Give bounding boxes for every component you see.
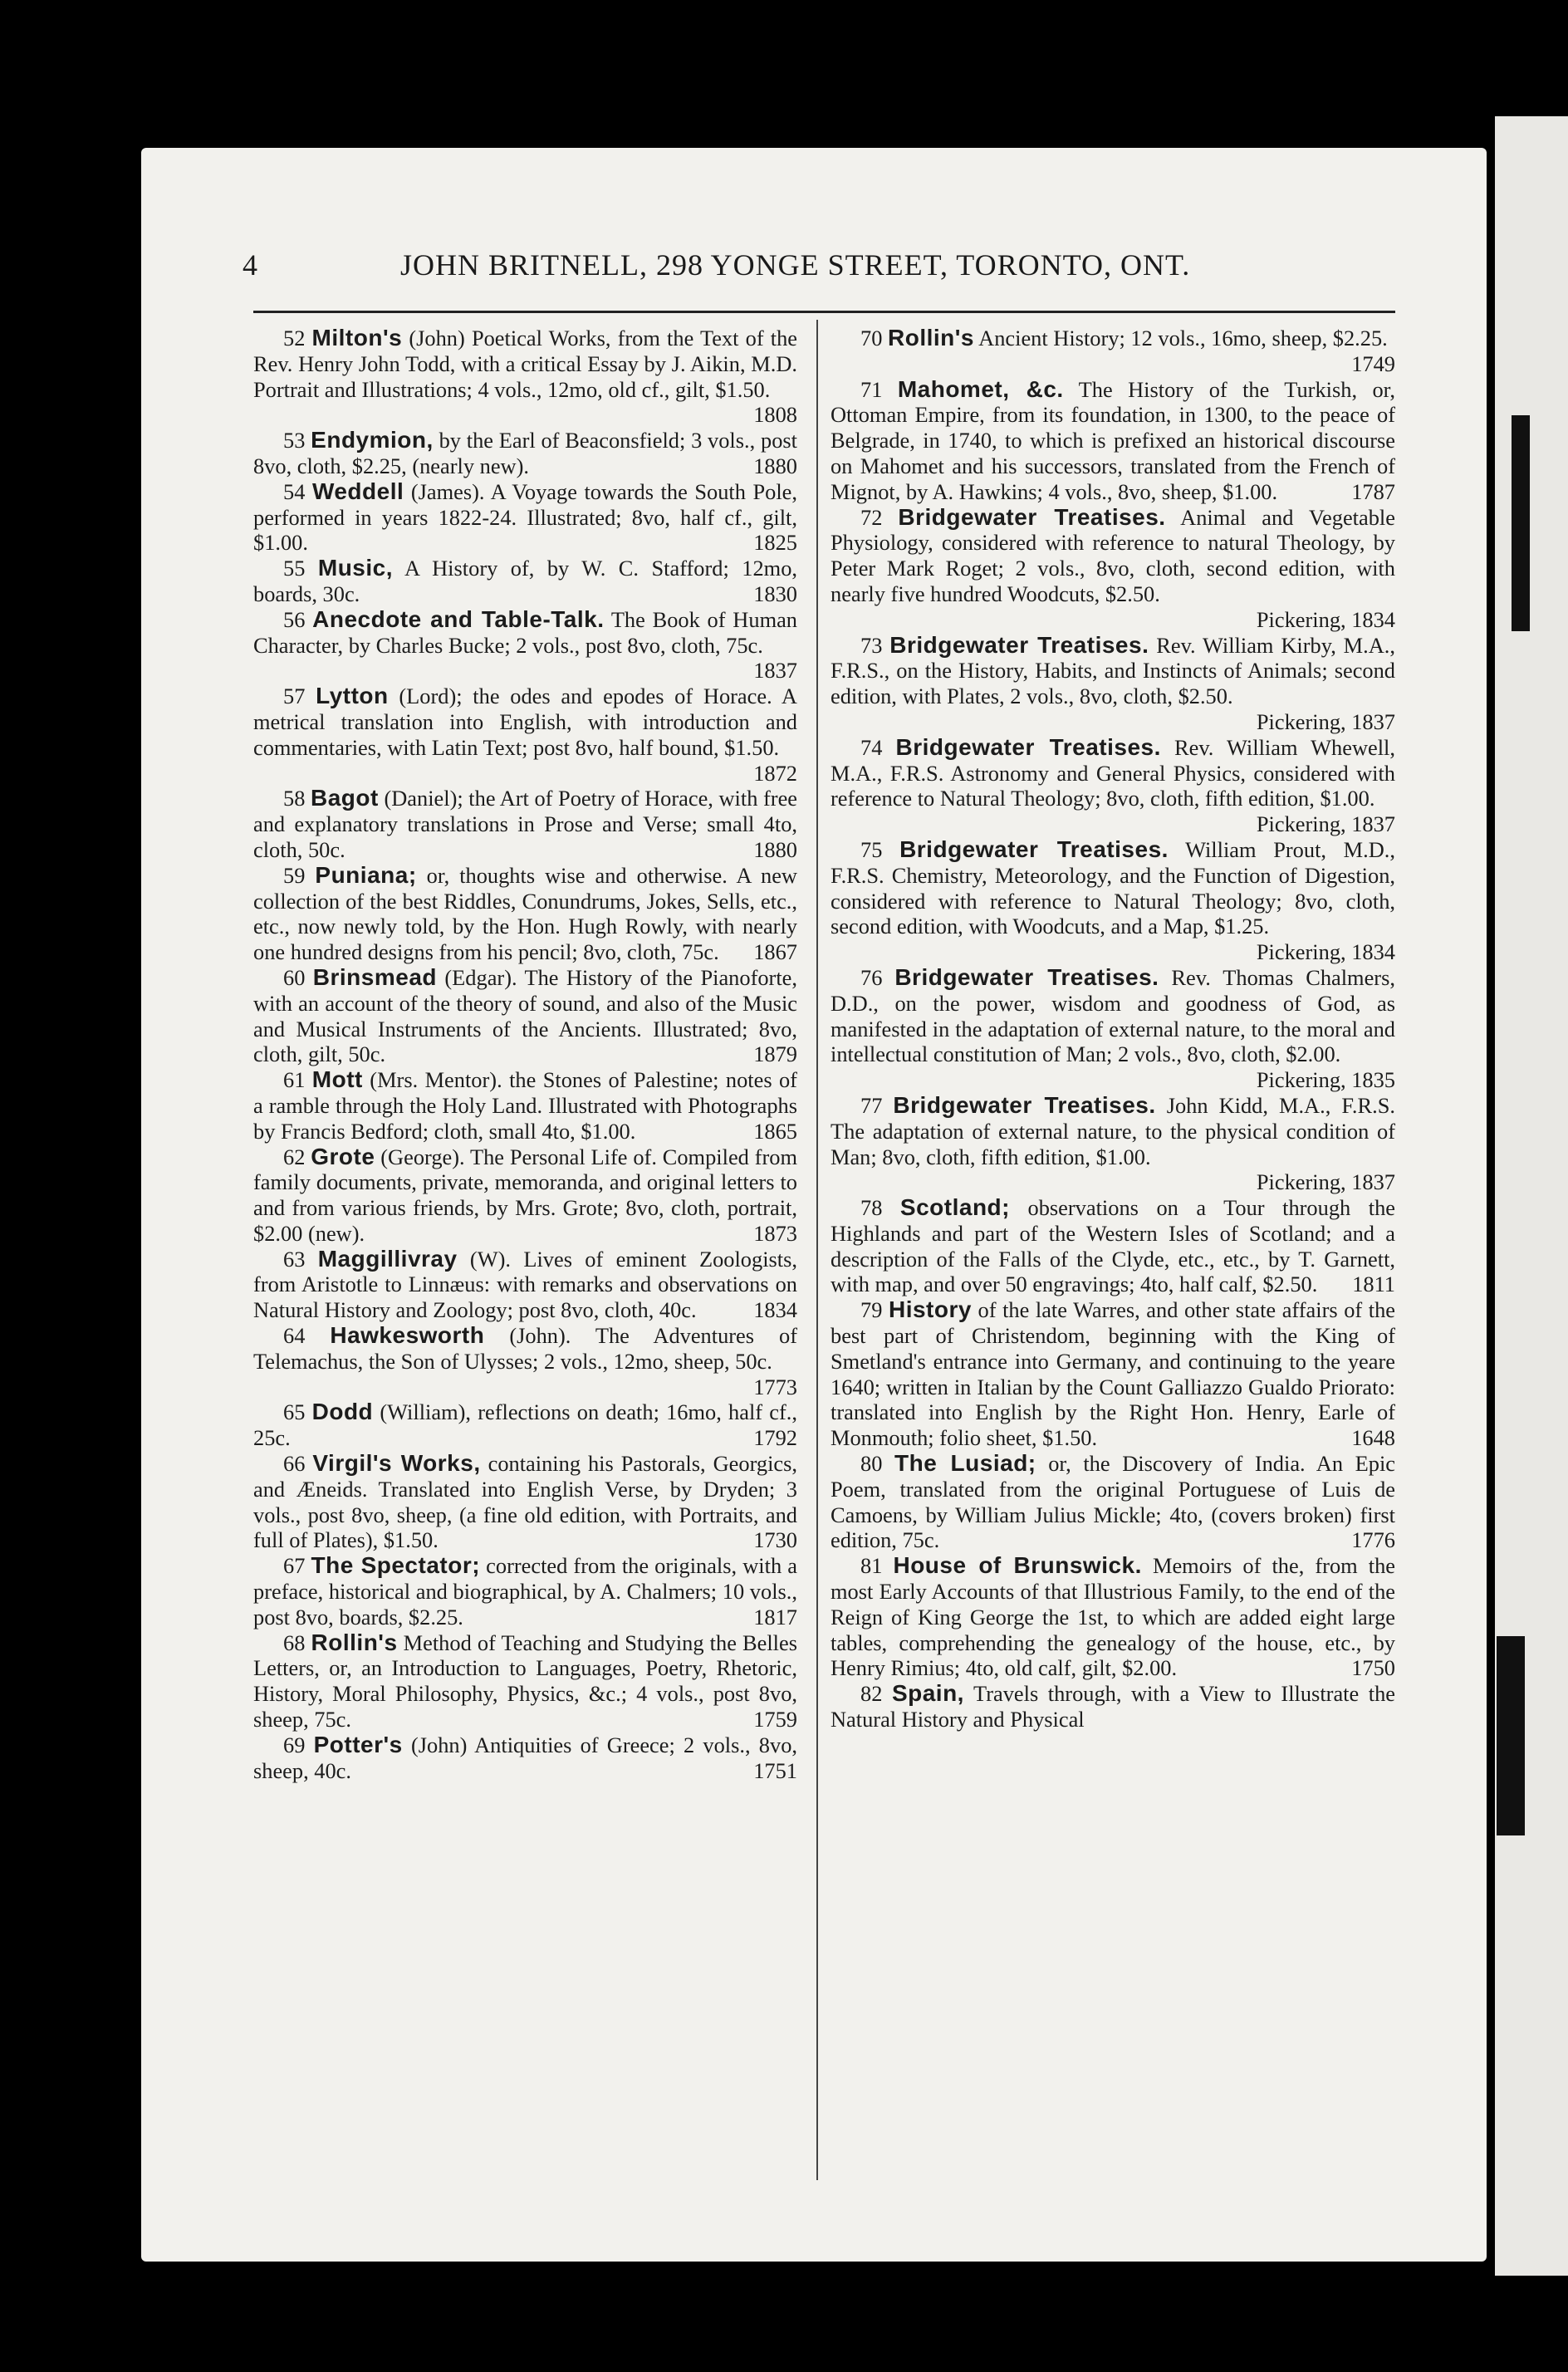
entry-title: Bridgewater Treatises. [889, 631, 1149, 658]
catalogue-entry [253, 428, 797, 479]
entry-number: 74 [860, 734, 883, 760]
entry-number: 72 [860, 504, 883, 530]
catalogue-entry [831, 1451, 1395, 1553]
entry-year: Pickering, 1837 [1256, 708, 1395, 734]
entry-year: 1749 [1351, 350, 1395, 376]
entry-title: The Lusiad; [894, 1450, 1036, 1477]
entry-number: 55 [283, 556, 306, 581]
catalogue-entry [831, 633, 1395, 735]
entry-number: 61 [283, 1067, 306, 1093]
entry-number: 78 [860, 1195, 883, 1221]
entry-number: 71 [860, 376, 883, 402]
catalogue-entry [831, 735, 1395, 837]
entry-description: Rev. Thomas Chalmers, D.D., on the power, wisdom and goodness of God, as manifested in the adaptation of external nature, to the moral and intellectual constitution of Man; 2 vols., 8vo, cloth, $2.00. [831, 964, 1395, 1067]
entry-year: 1825 [753, 530, 797, 556]
entry-year: 1751 [753, 1757, 797, 1783]
entry-title: Lytton [316, 683, 389, 709]
catalogue-entry [253, 863, 797, 965]
entry-number: 77 [860, 1092, 883, 1118]
entry-number: 67 [283, 1553, 306, 1579]
entry-description: or, thoughts wise and otherwise. A new collection of the best Riddles, Conundrums, Jokes, Sells, etc., etc., now newly told, by the Hon. Hugh Rowly, with nearly one hundred designs from his pencil; 8vo, cloth, 75c. [253, 862, 797, 965]
entry-number: 60 [283, 964, 306, 990]
entry-number: 82 [860, 1681, 883, 1707]
right-column [831, 326, 1395, 1732]
entry-description: Memoirs of the, from the most Early Accounts of that Illustrious Family, to the end of the Reign of King George the 1st, to which are added eight large tables, comprehending the genealogy of the house, etc., by Henry Rimius; 4to, old calf, gilt, $2.00. [831, 1553, 1395, 1681]
entry-description: (John). The Adventures of Telemachus, the Son of Ulysses; 2 vols., 12mo, sheep, 50c. [253, 1323, 797, 1374]
entry-number: 73 [860, 632, 883, 658]
catalogue-entry [253, 326, 797, 428]
entry-description: (Daniel); the Art of Poetry of Horace, with free and explanatory translations in Prose and Verse; small 4to, cloth, 50c. [253, 786, 798, 862]
edge-tab-upper [1512, 415, 1530, 631]
entry-number: 64 [283, 1323, 306, 1349]
entry-year: 1730 [753, 1527, 797, 1553]
entry-title: Anecdote and Table-Talk. [312, 605, 605, 632]
entry-description: Rev. William Whewell, M.A., F.R.S. Astronomy and General Physics, considered with reference to Natural Theology; 8vo, cloth, fifth edition, $1.00. [831, 734, 1395, 811]
entry-number: 76 [860, 964, 883, 990]
entry-number: 80 [860, 1451, 883, 1477]
entry-year: 1834 [753, 1297, 797, 1323]
entry-year: 1750 [1351, 1655, 1395, 1681]
entry-number: 66 [283, 1451, 306, 1477]
entry-number: 79 [860, 1297, 883, 1323]
entry-title: Virgil's Works, [312, 1450, 481, 1477]
catalogue-entry [253, 1451, 797, 1553]
entry-number: 65 [283, 1399, 306, 1425]
entry-title: Potter's [313, 1731, 403, 1757]
header-rule [253, 311, 1395, 313]
entry-year: 1880 [753, 453, 797, 478]
entry-year: Pickering, 1835 [1256, 1067, 1395, 1093]
entry-description: (Edgar). The History of the Pianoforte, with an account of the theory of sound, and also of the Music and Musical Instruments of the Ancients. Illustrated; 8vo, cloth, gilt, 50c. [253, 964, 797, 1067]
page-header [243, 247, 1422, 282]
entry-description: observations on a Tour through the Highlands and part of the Western Isles of Scotland; and a description of the Falls of the Clyde, etc., etc., by T. Garnett, with map, and over 50 engravings; 4to, half calf, $2.50. [831, 1195, 1395, 1297]
catalogue-entry [831, 965, 1395, 1093]
catalogue-entry [253, 1144, 797, 1247]
catalogue-entry [253, 1732, 797, 1784]
entry-title: Endymion, [311, 427, 434, 453]
catalogue-entry [831, 1195, 1395, 1297]
entry-number: 59 [283, 862, 306, 888]
entry-year: 1830 [753, 581, 797, 606]
entry-title: Weddell [311, 478, 404, 504]
entry-year: 1811 [1352, 1272, 1395, 1297]
entry-description: corrected from the originals, with a preface, historical and biographical, by A. Chalmers; 10 vols., post 8vo, boards, $2.25. [253, 1553, 797, 1630]
entry-year: Pickering, 1837 [1256, 1169, 1395, 1195]
entry-title: History [888, 1296, 972, 1323]
entry-title: Hawkesworth [330, 1322, 485, 1349]
entry-description: John Kidd, M.A., F.R.S. The adaptation of external nature, to the physical condition of Man; 8vo, cloth, fifth edition, $1.00. [831, 1092, 1395, 1169]
entry-year: Pickering, 1834 [1256, 939, 1395, 965]
entry-year: 1873 [753, 1220, 797, 1246]
catalogue-entry [831, 326, 1395, 377]
entry-title: Bagot [311, 785, 379, 811]
catalogue-entry [253, 684, 797, 786]
catalogue-entry [253, 1399, 797, 1451]
entry-description: Method of Teaching and Studying the Belles Letters, or, an Introduction to Languages, Poetry, Rhetoric, History, Moral Philosophy, Physics, &c.; 4 vols., post 8vo, sheep, 75c. [253, 1630, 797, 1732]
entry-title: Milton's [311, 325, 403, 350]
entry-year: 1865 [753, 1118, 797, 1144]
entry-title: Spain, [891, 1680, 964, 1707]
entry-title: Music, [317, 555, 394, 581]
entry-number: 56 [283, 606, 306, 632]
entry-description: (Mrs. Mentor). the Stones of Palestine; notes of a ramble through the Holy Land. Illustrated with Photographs by Francis Bedford; cloth, small 4to, $1.00. [253, 1067, 797, 1144]
entry-year: 1808 [753, 402, 797, 428]
catalogue-entry [253, 1553, 797, 1630]
entry-year: 1817 [753, 1604, 797, 1630]
entry-number: 54 [283, 478, 306, 504]
entry-number: 58 [283, 786, 306, 811]
entry-title: Brinsmead [312, 963, 437, 990]
entry-description: by the Earl of Beaconsfield; 3 vols., post 8vo, cloth, $2.25, (nearly new). [253, 428, 797, 478]
entry-title: Puniana; [315, 861, 417, 888]
column-divider [816, 320, 818, 2180]
left-column [253, 326, 797, 1783]
entry-title: Maggillivray [317, 1245, 458, 1272]
entry-description: (George). The Personal Life of. Compiled from family documents, private, memoranda, and original letters to and from various friends, by Mrs. Grote; 8vo, cloth, portrait, $2.00 (new). [253, 1144, 797, 1246]
entry-title: Mahomet, &c. [897, 375, 1064, 402]
entry-description: Ancient History; 12 vols., 16mo, sheep, $2.25. [978, 326, 1388, 350]
page-number: 4 [243, 248, 258, 282]
entry-description: (James). A Voyage towards the South Pole, performed in years 1822-24. Illustrated; 8vo, half cf., gilt, $1.00. [253, 478, 797, 556]
entry-year: Pickering, 1837 [1256, 811, 1395, 837]
entry-year: 1759 [753, 1707, 797, 1732]
entry-year: 1776 [1351, 1527, 1395, 1553]
entry-number: 69 [283, 1732, 306, 1757]
catalogue-entry [831, 1553, 1395, 1681]
entry-description: (William), reflections on death; 16mo, half cf., 25c. [253, 1399, 797, 1451]
entry-description: Rev. William Kirby, M.A., F.R.S., on the History, Habits, and Instincts of Animals; second edition, with Plates, 2 vols., 8vo, cloth, $2.50. [831, 632, 1395, 709]
entry-number: 53 [283, 428, 306, 453]
entry-description: Animal and Vegetable Physiology, considered with reference to natural Theology, by Peter Mark Roget; 2 vols., 8vo, cloth, second edition, with nearly five hundred Woodcuts, $2.50. [831, 504, 1395, 606]
entry-year: 1880 [753, 836, 797, 862]
entry-title: Bridgewater Treatises. [893, 1091, 1156, 1118]
entry-description: or, the Discovery of India. An Epic Poem, translated from the original Portuguese of Luis de Camoens, by William Julius Mickle; 4to, (covers broken) first edition, 75c. [831, 1451, 1396, 1553]
running-head: JOHN BRITNELL, 298 YONGE STREET, TORONTO, ONT. [400, 248, 1191, 282]
entry-title: Bridgewater Treatises. [898, 503, 1166, 530]
entry-number: 81 [860, 1553, 883, 1579]
catalogue-entry [253, 1247, 797, 1323]
entry-description: (John) Poetical Works, from the Text of the Rev. Henry John Todd, with a critical Essay by J. Aikin, M.D. Portrait and Illustrations; 4 vols., 12mo, old cf., gilt, $1.50. [253, 326, 797, 402]
entry-description: The History of the Turkish, or, Ottoman Empire, from its foundation, in 1300, to the peace of Belgrade, in 1740, to which is prefixed an historical discourse on Mahomet and his successors, translated from the French of Mignot, by A. Hawkins; 4 vols., 8vo, sheep, $1.00. [831, 376, 1395, 504]
entry-number: 52 [283, 326, 306, 350]
entry-title: Grote [311, 1143, 375, 1169]
entry-description: A History of, by W. C. Stafford; 12mo, boards, 30c. [253, 556, 797, 606]
facing-page-edge [1495, 116, 1568, 2276]
entry-title: Bridgewater Treatises. [894, 963, 1159, 990]
entry-title: Mott [311, 1066, 363, 1093]
entry-year: Pickering, 1834 [1256, 606, 1395, 632]
catalogue-entry [253, 786, 797, 862]
entry-description: The Book of Human Character, by Charles Bucke; 2 vols., post 8vo, cloth, 75c. [253, 606, 797, 658]
entry-description: containing his Pastorals, Georgics, and Æneids. Translated into English Verse, by Dryden; 3 vols., post 8vo, sheep, (a fine old edition, with Portraits, and full of Plates), $1.50. [253, 1451, 797, 1553]
entry-description: (John) Antiquities of Greece; 2 vols., 8vo, sheep, 40c. [253, 1732, 797, 1783]
entry-number: 63 [283, 1246, 306, 1272]
catalogue-entry [831, 1297, 1395, 1451]
entry-title: Scotland; [899, 1194, 1010, 1221]
edge-tab-lower [1497, 1636, 1525, 1835]
entry-title: Rollin's [311, 1629, 398, 1655]
entry-description: (Lord); the odes and epodes of Horace. A metrical translation into English, with introduction and commentaries, with Latin Text; post 8vo, half bound, $1.50. [253, 684, 797, 760]
entry-title: Rollin's [888, 325, 974, 350]
catalogue-entry [253, 479, 797, 556]
entry-year: 1837 [753, 658, 797, 684]
catalogue-entry [831, 1681, 1395, 1732]
catalogue-entry [831, 837, 1395, 965]
entry-title: House of Brunswick. [893, 1552, 1142, 1579]
entry-description: Travels through, with a View to Illustrate the Natural History and Physical [831, 1681, 1395, 1732]
entry-description: of the late Warres, and other state affairs of the best part of Christendom, beginning with the King of Smetland's entrance into Germany, and continuing to the yeare 1640; written in Italian by the Count Galliazzo Gualdo Priorato: translated into English by the Right Hon. Henry, Earle of Monmouth; folio sheet, $1.50. [831, 1297, 1395, 1451]
entry-number: 57 [283, 684, 306, 709]
entry-year: 1867 [753, 939, 797, 965]
entry-number: 62 [283, 1144, 306, 1169]
catalogue-entry [831, 1093, 1395, 1195]
catalogue-entry [253, 1067, 797, 1144]
entry-year: 1648 [1351, 1425, 1395, 1451]
entry-number: 70 [860, 326, 883, 350]
catalogue-entry [253, 1630, 797, 1732]
entry-year: 1773 [753, 1374, 797, 1399]
entry-description: (W). Lives of eminent Zoologists, from Aristotle to Linnæus: with remarks and observations on Natural History and Zoology; post 8vo, cloth, 40c. [253, 1246, 797, 1323]
entry-year: 1879 [753, 1041, 797, 1067]
entry-number: 68 [283, 1630, 306, 1655]
catalogue-entry [831, 505, 1395, 633]
entry-description: William Prout, M.D., F.R.S. Chemistry, Meteorology, and the Function of Digestion, considered with reference to Natural Theology; 8vo, cloth, second edition, with Woodcuts, and a Map, $1.25. [831, 836, 1395, 939]
catalogue-entry [253, 1323, 797, 1399]
entry-title: Bridgewater Treatises. [899, 836, 1169, 862]
entry-title: Dodd [311, 1399, 374, 1425]
entry-title: Bridgewater Treatises. [895, 733, 1161, 760]
entry-year: 1787 [1351, 478, 1395, 504]
entry-number: 75 [860, 836, 883, 862]
catalogue-entry [831, 377, 1395, 505]
entry-year: 1872 [753, 760, 797, 786]
catalogue-entry [253, 965, 797, 1067]
catalogue-entry [253, 607, 797, 684]
catalogue-entry [253, 556, 797, 607]
entry-title: The Spectator; [311, 1552, 481, 1579]
entry-year: 1792 [753, 1425, 797, 1451]
